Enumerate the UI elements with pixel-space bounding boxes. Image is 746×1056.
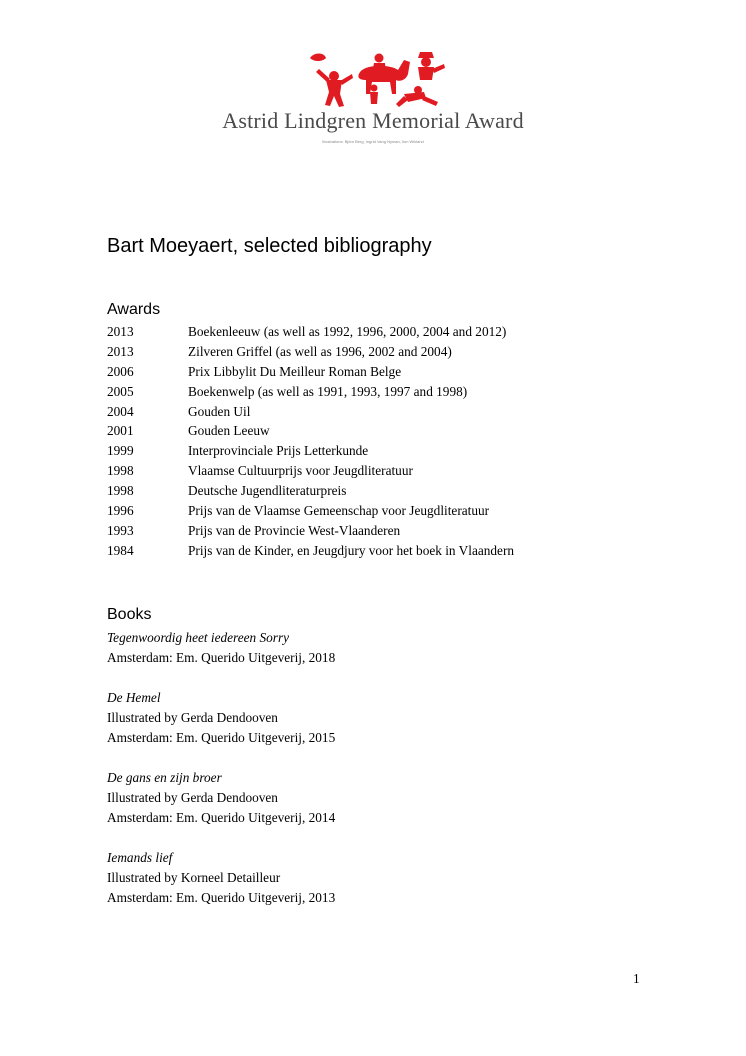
book-entry: [107, 848, 335, 908]
award-name: Boekenwelp (as well as 1991, 1993, 1997 and 1998): [188, 383, 468, 399]
book-illustrator: Illustrated by Gerda Dendooven: [107, 710, 278, 725]
award-year: 2013: [107, 324, 134, 339]
award-year: 2005: [107, 383, 134, 399]
award-name: Prijs van de Vlaamse Gemeenschap voor Jeugdliteratuur: [188, 503, 490, 519]
award-year: 1998: [107, 483, 134, 499]
award-year: 2006: [107, 363, 134, 379]
illustration-credit: Illustrations: Björn Berg, Ingrid Vang Nyman, Ilon Wikland: [322, 139, 424, 144]
award-row: [107, 481, 514, 501]
book-title: Iemands lief: [107, 850, 173, 865]
book-title: Tegenwoordig heet iedereen Sorry: [107, 630, 290, 645]
awards-list: [107, 322, 514, 561]
book-title: De gans en zijn broer: [107, 770, 222, 785]
page-number: 1: [633, 971, 640, 986]
book-entry: [107, 628, 335, 668]
award-row: [107, 322, 514, 342]
books-list: [107, 628, 335, 928]
award-name: Vlaamse Cultuurprijs voor Jeugdliteratuur: [188, 463, 413, 479]
award-year: 2001: [107, 423, 134, 439]
award-year: 1998: [107, 463, 134, 479]
award-row: [107, 362, 514, 382]
book-publisher: Amsterdam: Em. Querido Uitgeverij, 2013: [107, 890, 336, 905]
award-name: Prijs van de Kinder, en Jeugdjury voor het boek in Vlaandern: [188, 542, 515, 558]
book-publisher: Amsterdam: Em. Querido Uitgeverij, 2018: [107, 650, 336, 665]
award-year: 2004: [107, 403, 134, 419]
awards-heading: Awards: [107, 301, 161, 318]
award-row: [107, 421, 514, 441]
book-title: De Hemel: [107, 690, 161, 705]
book-entry: [107, 688, 335, 748]
award-name: Prix Libbylit Du Meilleur Roman Belge: [188, 363, 402, 379]
award-name: Interprovinciale Prijs Letterkunde: [188, 443, 369, 459]
award-name: Deutsche Jugendliteraturpreis: [188, 483, 347, 499]
award-year: 2013: [107, 343, 134, 359]
award-name: Gouden Leeuw: [188, 423, 270, 439]
award-row: [107, 382, 514, 402]
award-year: 1996: [107, 503, 134, 519]
award-row: [107, 461, 514, 481]
document-title: Bart Moeyaert, selected bibliography: [107, 235, 432, 257]
book-publisher: Amsterdam: Em. Querido Uitgeverij, 2015: [107, 730, 336, 745]
award-row: [107, 521, 514, 541]
book-publisher: Amsterdam: Em. Querido Uitgeverij, 2014: [107, 810, 336, 825]
award-row: [107, 501, 514, 521]
book-illustrator: Illustrated by Gerda Dendooven: [107, 790, 278, 805]
award-year: 1993: [107, 522, 134, 538]
book-entry: [107, 768, 335, 828]
books-heading: Books: [107, 606, 152, 623]
award-name: Boekenleeuw (as well as 1992, 1996, 2000, 2004 and 2012): [188, 324, 507, 339]
book-illustrator: Illustrated by Korneel Detailleur: [107, 870, 281, 885]
brand-name: Astrid Lindgren Memorial Award: [222, 108, 524, 133]
award-row: [107, 541, 514, 561]
award-year: 1984: [107, 542, 134, 558]
award-year: 1999: [107, 443, 134, 459]
award-name: Zilveren Griffel (as well as 1996, 2002 and 2004): [188, 343, 452, 359]
award-row: [107, 342, 514, 362]
children-and-horse-logo-icon: [300, 50, 450, 110]
award-row: [107, 441, 514, 461]
award-name: Gouden Uil: [188, 403, 251, 419]
award-row: [107, 402, 514, 422]
award-name: Prijs van de Provincie West-Vlaanderen: [188, 522, 401, 538]
